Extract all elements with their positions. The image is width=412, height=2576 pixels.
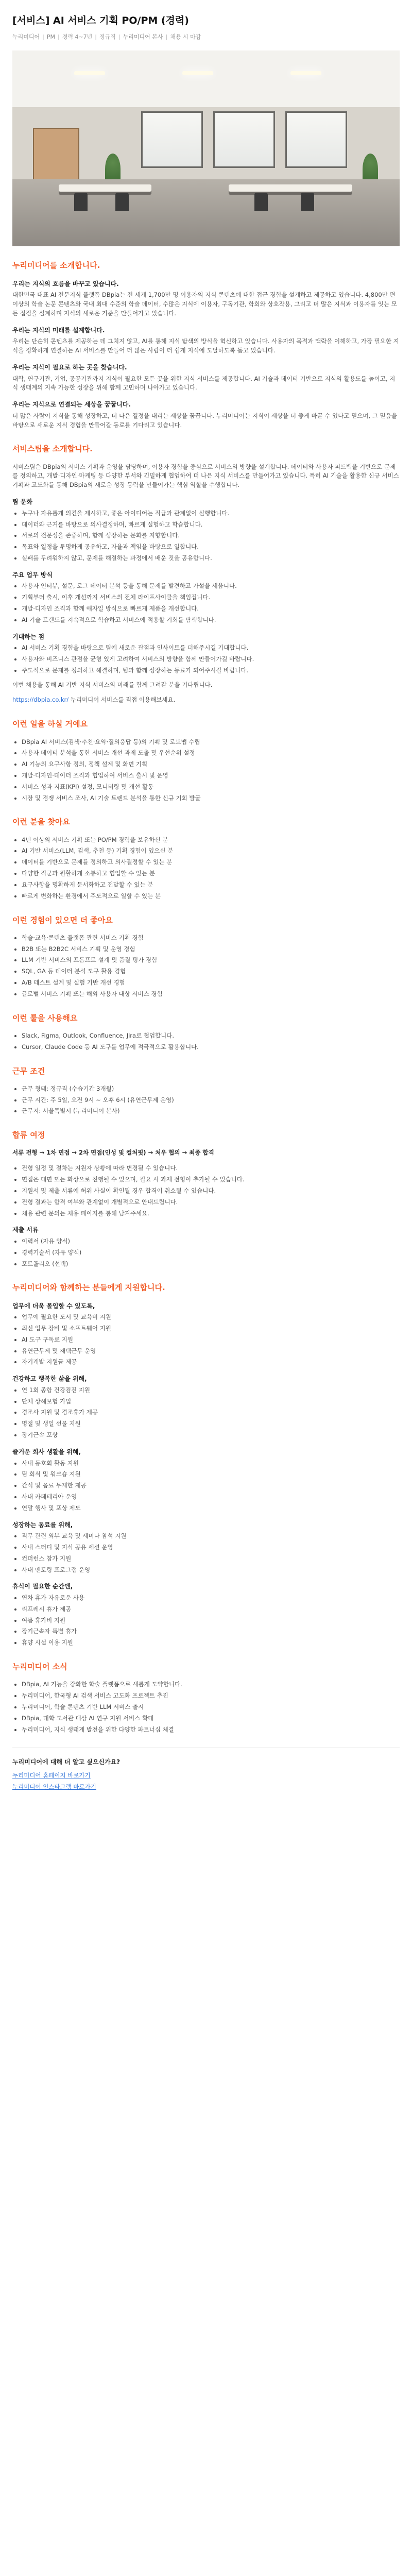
faq-title: 누리미디어에 대해 더 알고 싶으신가요? xyxy=(12,1758,121,1766)
list-item: • 연말 행사 및 포상 제도 xyxy=(22,1504,400,1513)
benefit-group-heading: 업무에 더욱 몰입할 수 있도록, xyxy=(12,1302,95,1310)
conditions-list xyxy=(12,1084,400,1116)
section-title: 이런 경험이 있으면 더 좋아요 xyxy=(12,915,113,925)
section-title: 합류 여정 xyxy=(12,1130,45,1140)
subheading: 기대하는 점 xyxy=(12,633,45,640)
list-item: • AI 기능의 요구사항 정의, 정책 설계 및 화면 기획 xyxy=(22,760,400,769)
breadcrumb-separator: | xyxy=(57,33,60,41)
homepage-link[interactable]: 누리미디어 홈페이지 바로가기 xyxy=(12,1771,91,1779)
section-title: 서비스팀을 소개합니다. xyxy=(12,444,93,454)
section-title: 이런 분을 찾아요 xyxy=(12,817,70,827)
list-item: • 요구사항을 명확하게 문서화하고 전달할 수 있는 분 xyxy=(22,880,400,890)
preferred-list xyxy=(12,934,400,999)
list-item: • Cursor, Claude Code 등 AI 도구를 업무에 적극적으로 활용합니다. xyxy=(22,1043,400,1052)
faq-section xyxy=(12,1748,400,1791)
list-item: • 채용 관련 문의는 채용 페이지를 통해 남겨주세요. xyxy=(22,1209,400,1218)
expectation-list xyxy=(12,643,400,675)
list-item: • 경력기술서 (자유 양식) xyxy=(22,1248,400,1258)
office-table xyxy=(59,184,151,192)
page-title: [서비스] AI 서비스 기획 PO/PM (경력) xyxy=(12,15,189,26)
dbpia-link[interactable]: https://dbpia.co.kr/ xyxy=(12,696,69,704)
news-list xyxy=(12,1680,400,1734)
breadcrumb-item: 누리미디어 본사 xyxy=(123,33,163,41)
list-item: • 연차 휴가 자유로운 사용 xyxy=(22,1594,400,1603)
intro-block-text: 대한민국 대표 AI 전문지식 플랫폼 DBpia는 전 세계 1,700만 명 이용자의 지식 콘텐츠에 대한 접근 경험을 설계하고 제공하고 있습니다. 4,800만 편 이상의 학술 논문 콘텐츠와 국내 최대 수준의 학술 데이터, 수많은 지식에 이용자, 구독기관, 학회와 상호작용, 그리고 더 많은 지식과 이용자를 잇는 모든 접점을 설계하며 지식의 새로운 기준을 만들어가고 있습니다. xyxy=(12,291,397,317)
list-item: • 사용자 인터뷰, 설문, 로그 데이터 분석 등을 통해 문제를 발견하고 가설을 세웁니다. xyxy=(22,582,400,591)
section-title: 누리미디어를 소개합니다. xyxy=(12,261,100,270)
tasks-section xyxy=(12,718,400,803)
list-item: • 간식 및 음료 무제한 제공 xyxy=(22,1481,400,1490)
list-item: • 누리미디어, 학술 콘텐츠 기반 LLM 서비스 출시 xyxy=(22,1703,400,1712)
requirements-section xyxy=(12,816,400,901)
intro-block-text: 더 많은 사람이 지식을 통해 성장하고, 더 나은 결정을 내리는 세상을 꿈꿉니다. 누리미디어는 지식이 세상을 더 좋게 바꿀 수 있다고 믿으며, 그 믿음을 바탕으로 새로운 지식 경험을 만들어갈 동료를 기다리고 있습니다. xyxy=(12,412,397,429)
list-item: • 근무지: 서울특별시 (누리미디어 본사) xyxy=(22,1107,400,1116)
intro-block-text: 우리는 단순히 콘텐츠를 제공하는 데 그치지 않고, AI를 통해 지식 탐색의 방식을 혁신하고 있습니다. 사용자의 목적과 맥락을 이해하고, 가장 필요한 지식을 정확하게 연결하는 AI 서비스를 만들어 더 많은 사람이 더 쉽게 지식에 도달하도록 돕고 있습니다. xyxy=(12,337,399,354)
list-item: • A/B 테스트 설계 및 실험 기반 개선 경험 xyxy=(22,978,400,988)
list-item: • AI 기반 서비스(LLM, 검색, 추천 등) 기획 경험이 있으신 분 xyxy=(22,846,400,856)
process-section xyxy=(12,1129,400,1268)
culture-list xyxy=(12,509,400,563)
service-intro: 서비스팀은 DBpia의 서비스 기획과 운영을 담당하며, 이용자 경험을 중심으로 서비스의 방향을 설계합니다. 데이터와 사용자 피드백을 기반으로 문제를 정의하고, 개발·디자인·마케팅 등 다양한 부서와 긴밀하게 협업하여 더 나은 지식 서비스를 만들어가고 있습니다. 특히 AI 기술을 활용한 신규 서비스 기획과 고도화를 통해 DBpia의 새로운 성장 동력을 만들어가는 핵심 역할을 수행합니다. xyxy=(12,463,399,489)
list-item: • 사용자 데이터 분석을 통한 서비스 개선 과제 도출 및 우선순위 설정 xyxy=(22,749,400,758)
list-item: • 컨퍼런스 참가 지원 xyxy=(22,1554,400,1564)
preferred-section xyxy=(12,914,400,999)
breadcrumb-item: 정규직 xyxy=(99,33,116,41)
company-intro-section xyxy=(12,260,400,430)
work-style-list xyxy=(12,582,400,624)
intro-block-heading: 우리는 지식으로 연결되는 세상을 꿈꿉니다. xyxy=(12,401,131,409)
ceiling-light xyxy=(74,71,105,75)
office-chair xyxy=(115,193,129,211)
office-window xyxy=(213,111,275,168)
list-item: • Slack, Figma, Outlook, Confluence, Jira로 협업합니다. xyxy=(22,1031,400,1041)
list-item: • 업무에 필요한 도서 및 교육비 지원 xyxy=(22,1313,400,1322)
list-item: • 사용자와 비즈니스 관점을 균형 있게 고려하여 서비스의 방향을 함께 만들어가길 바랍니다. xyxy=(22,655,400,664)
list-item: • DBpia, AI 기능을 강화한 학술 플랫폼으로 새롭게 도약합니다. xyxy=(22,1680,400,1689)
breadcrumb-item: 누리미디어 xyxy=(12,33,40,41)
list-item: • 사내 스터디 및 지식 공유 세션 운영 xyxy=(22,1543,400,1552)
tools-section xyxy=(12,1012,400,1052)
list-item: • 경조사 지원 및 경조휴가 제공 xyxy=(22,1408,400,1417)
list-item: • 다양한 직군과 원활하게 소통하고 협업할 수 있는 분 xyxy=(22,869,400,878)
office-chair xyxy=(74,193,88,211)
list-item: • 데이터와 근거를 바탕으로 의사결정하며, 빠르게 실험하고 학습합니다. xyxy=(22,520,400,530)
list-item: • SQL, GA 등 데이터 분석 도구 활용 경험 xyxy=(22,967,400,976)
service-team-section xyxy=(12,443,400,705)
office-chair xyxy=(301,193,314,211)
list-item: • DBpia AI 서비스(검색·추천·요약·질의응답 등)의 기획 및 로드맵 수립 xyxy=(22,738,400,747)
list-item: • AI 기술 트렌드를 지속적으로 학습하고 서비스에 적용할 기회를 탐색합니다. xyxy=(22,616,400,625)
benefit-group-heading: 건강하고 행복한 삶을 위해, xyxy=(12,1375,87,1383)
section-title: 이런 툴을 사용해요 xyxy=(12,1013,78,1023)
office-table xyxy=(229,184,352,192)
list-item: • 근무 시간: 주 5일, 오전 9시 ~ 오후 6시 (유연근무제 운영) xyxy=(22,1096,400,1105)
list-item: • 누리미디어, 지식 생태계 발전을 위한 다양한 파트너십 체결 xyxy=(22,1725,400,1735)
section-title: 근무 조건 xyxy=(12,1066,45,1076)
intro-block-heading: 우리는 지식이 필요로 하는 곳을 찾습니다. xyxy=(12,363,127,371)
list-item: • 서로의 전문성을 존중하며, 함께 성장하는 문화를 지향합니다. xyxy=(22,531,400,540)
news-section xyxy=(12,1661,400,1734)
breadcrumb-separator: | xyxy=(165,33,168,41)
list-item: • 휴양 시설 이용 지원 xyxy=(22,1638,400,1648)
list-item: • 유연근무제 및 재택근무 운영 xyxy=(22,1347,400,1356)
list-item: • 목표와 일정을 투명하게 공유하고, 자율과 책임을 바탕으로 일합니다. xyxy=(22,543,400,552)
instagram-link[interactable]: 누리미디어 인스타그램 바로가기 xyxy=(12,1783,96,1790)
list-item: • 누구나 자유롭게 의견을 제시하고, 좋은 아이디어는 직급과 관계없이 실행합니다. xyxy=(22,509,400,518)
benefit-list xyxy=(12,1313,400,1367)
subheading: 제출 서류 xyxy=(12,1226,39,1234)
intro-block-heading: 우리는 지식의 미래를 설계합니다. xyxy=(12,326,105,334)
office-ceiling xyxy=(12,50,400,107)
process-notes xyxy=(12,1164,400,1218)
list-item: • 사내 멘토링 프로그램 운영 xyxy=(22,1566,400,1575)
breadcrumb-separator: | xyxy=(118,33,121,41)
list-item: • 연 1회 종합 건강검진 지원 xyxy=(22,1386,400,1395)
list-item: • 사내 카페테리아 운영 xyxy=(22,1493,400,1502)
benefit-list xyxy=(12,1459,400,1513)
list-item: • 근무 형태: 정규직 (수습기간 3개월) xyxy=(22,1084,400,1094)
list-item: • 데이터를 기반으로 문제를 정의하고 의사결정할 수 있는 분 xyxy=(22,858,400,867)
list-item: • 서비스 성과 지표(KPI) 설정, 모니터링 및 개선 활동 xyxy=(22,783,400,792)
office-photo xyxy=(12,50,400,246)
list-item: • 리프레시 휴가 제공 xyxy=(22,1605,400,1614)
list-item: • 명절 및 생일 선물 지원 xyxy=(22,1419,400,1429)
list-item: • 시장 및 경쟁 서비스 조사, AI 기술 트렌드 분석을 통한 신규 기회 발굴 xyxy=(22,794,400,803)
list-item: • AI 서비스 기획 경험을 바탕으로 팀에 새로운 관점과 인사이트를 더해주시길 기대합니다. xyxy=(22,643,400,653)
benefit-group-heading: 휴식이 필요한 순간엔, xyxy=(12,1583,73,1590)
intro-block-heading: 우리는 지식의 흐름을 바꾸고 있습니다. xyxy=(12,280,119,287)
list-item: • 여름 휴가비 지원 xyxy=(22,1616,400,1625)
list-item: • 장기근속자 특별 휴가 xyxy=(22,1627,400,1636)
list-item: • 전형 일정 및 절차는 지원자 상황에 따라 변경될 수 있습니다. xyxy=(22,1164,400,1173)
list-item: • 누리미디어, 한국형 AI 검색 서비스 고도화 프로젝트 추진 xyxy=(22,1691,400,1701)
breadcrumb-separator: | xyxy=(42,33,44,41)
list-item: • 자기계발 지원금 제공 xyxy=(22,1358,400,1367)
list-item: • LLM 기반 서비스의 프롬프트 설계 및 품질 평가 경험 xyxy=(22,956,400,965)
subheading: 주요 업무 방식 xyxy=(12,571,53,579)
benefit-list xyxy=(12,1532,400,1574)
breadcrumb-item: PM xyxy=(46,33,55,41)
benefits-section xyxy=(12,1282,400,1648)
list-item: • 단체 상해보험 가입 xyxy=(22,1397,400,1406)
list-item: • 사내 동호회 활동 지원 xyxy=(22,1459,400,1468)
list-item: • 최신 업무 장비 및 소프트웨어 지원 xyxy=(22,1324,400,1333)
office-window xyxy=(141,111,203,168)
benefit-group-heading: 즐거운 회사 생활을 위해, xyxy=(12,1448,81,1455)
list-item: • 빠르게 변화하는 환경에서 주도적으로 일할 수 있는 분 xyxy=(22,892,400,901)
service-link-row xyxy=(12,696,400,705)
ceiling-light xyxy=(182,71,213,75)
service-link-note: 누리미디어 서비스를 직접 이용해보세요. xyxy=(70,696,176,704)
list-item: • 지원서 및 제출 서류에 허위 사실이 확인될 경우 합격이 취소될 수 있습니다. xyxy=(22,1187,400,1196)
list-item: • 전형 결과는 합격 여부와 관계없이 개별적으로 안내드립니다. xyxy=(22,1198,400,1207)
intro-block-text: 대학, 연구기관, 기업, 공공기관까지 지식이 필요한 모든 곳을 위한 지식 서비스를 제공합니다. AI 기술과 데이터 기반으로 지식의 활용도를 높이고, 지식 생태계의 지속 가능한 성장을 위해 함께 고민하며 나아가고 있습니다. xyxy=(12,375,396,392)
service-closing: 이번 채용을 통해 AI 기반 지식 서비스의 미래를 함께 그려갈 분을 기다립니다. xyxy=(12,681,213,688)
tasks-list xyxy=(12,738,400,803)
list-item: • 직무 관련 외부 교육 및 세미나 참석 지원 xyxy=(22,1532,400,1541)
documents-list xyxy=(12,1237,400,1268)
breadcrumb-separator: | xyxy=(95,33,97,41)
list-item: • B2B 또는 B2B2C 서비스 기획 및 운영 경험 xyxy=(22,945,400,954)
list-item: • 장기근속 포상 xyxy=(22,1431,400,1440)
tools-list xyxy=(12,1031,400,1052)
job-meta-breadcrumb xyxy=(12,32,400,41)
conditions-section xyxy=(12,1065,400,1116)
list-item: • 개발·디자인 조직과 함께 애자일 방식으로 빠르게 제품을 개선합니다. xyxy=(22,604,400,614)
list-item: • DBpia, 대학 도서관 대상 AI 연구 지원 서비스 확대 xyxy=(22,1714,400,1723)
requirements-list xyxy=(12,836,400,901)
benefit-list xyxy=(12,1386,400,1440)
list-item: • 이력서 (자유 양식) xyxy=(22,1237,400,1246)
list-item: • 실패를 두려워하지 않고, 문제를 해결하는 과정에서 배운 것을 공유합니다. xyxy=(22,554,400,563)
breadcrumb-item: 경력 4~7년 xyxy=(62,33,93,41)
list-item: • 주도적으로 문제를 정의하고 해결하며, 팀과 함께 성장하는 동료가 되어주시길 바랍니다. xyxy=(22,666,400,675)
list-item: • 4년 이상의 서비스 기획 또는 PO/PM 경력을 보유하신 분 xyxy=(22,836,400,845)
office-window xyxy=(285,111,347,168)
ceiling-light xyxy=(290,71,321,75)
list-item: • AI 도구 구독료 지원 xyxy=(22,1335,400,1345)
list-item: • 면접은 대면 또는 화상으로 진행될 수 있으며, 필요 시 과제 전형이 추가될 수 있습니다. xyxy=(22,1175,400,1184)
section-title: 이런 일을 하실 거예요 xyxy=(12,719,88,729)
section-title: 누리미디어와 함께하는 분들에게 지원합니다. xyxy=(12,1283,165,1293)
list-item: • 학술·교육·콘텐츠 플랫폼 관련 서비스 기획 경험 xyxy=(22,934,400,943)
subheading: 팀 문화 xyxy=(12,498,32,506)
list-item: • 기획부터 출시, 이후 개선까지 서비스의 전체 라이프사이클을 책임집니다. xyxy=(22,593,400,602)
office-chair xyxy=(254,193,268,211)
list-item: • 글로벌 서비스 기획 또는 해외 사용자 대상 서비스 경험 xyxy=(22,990,400,999)
list-item: • 포트폴리오 (선택) xyxy=(22,1260,400,1269)
benefit-group-heading: 성장하는 동료를 위해, xyxy=(12,1521,73,1529)
process-flow: 서류 전형 → 1차 면접 → 2차 면접(인성 및 컬처핏) → 처우 협의 → 최종 합격 xyxy=(12,1149,214,1157)
section-title: 누리미디어 소식 xyxy=(12,1662,67,1672)
job-header xyxy=(12,0,400,41)
benefit-list xyxy=(12,1594,400,1648)
list-item: • 팀 회식 및 워크숍 지원 xyxy=(22,1470,400,1479)
breadcrumb-item: 채용 시 마감 xyxy=(170,33,201,41)
list-item: • 개발·디자인·데이터 조직과 협업하여 서비스 출시 및 운영 xyxy=(22,771,400,781)
